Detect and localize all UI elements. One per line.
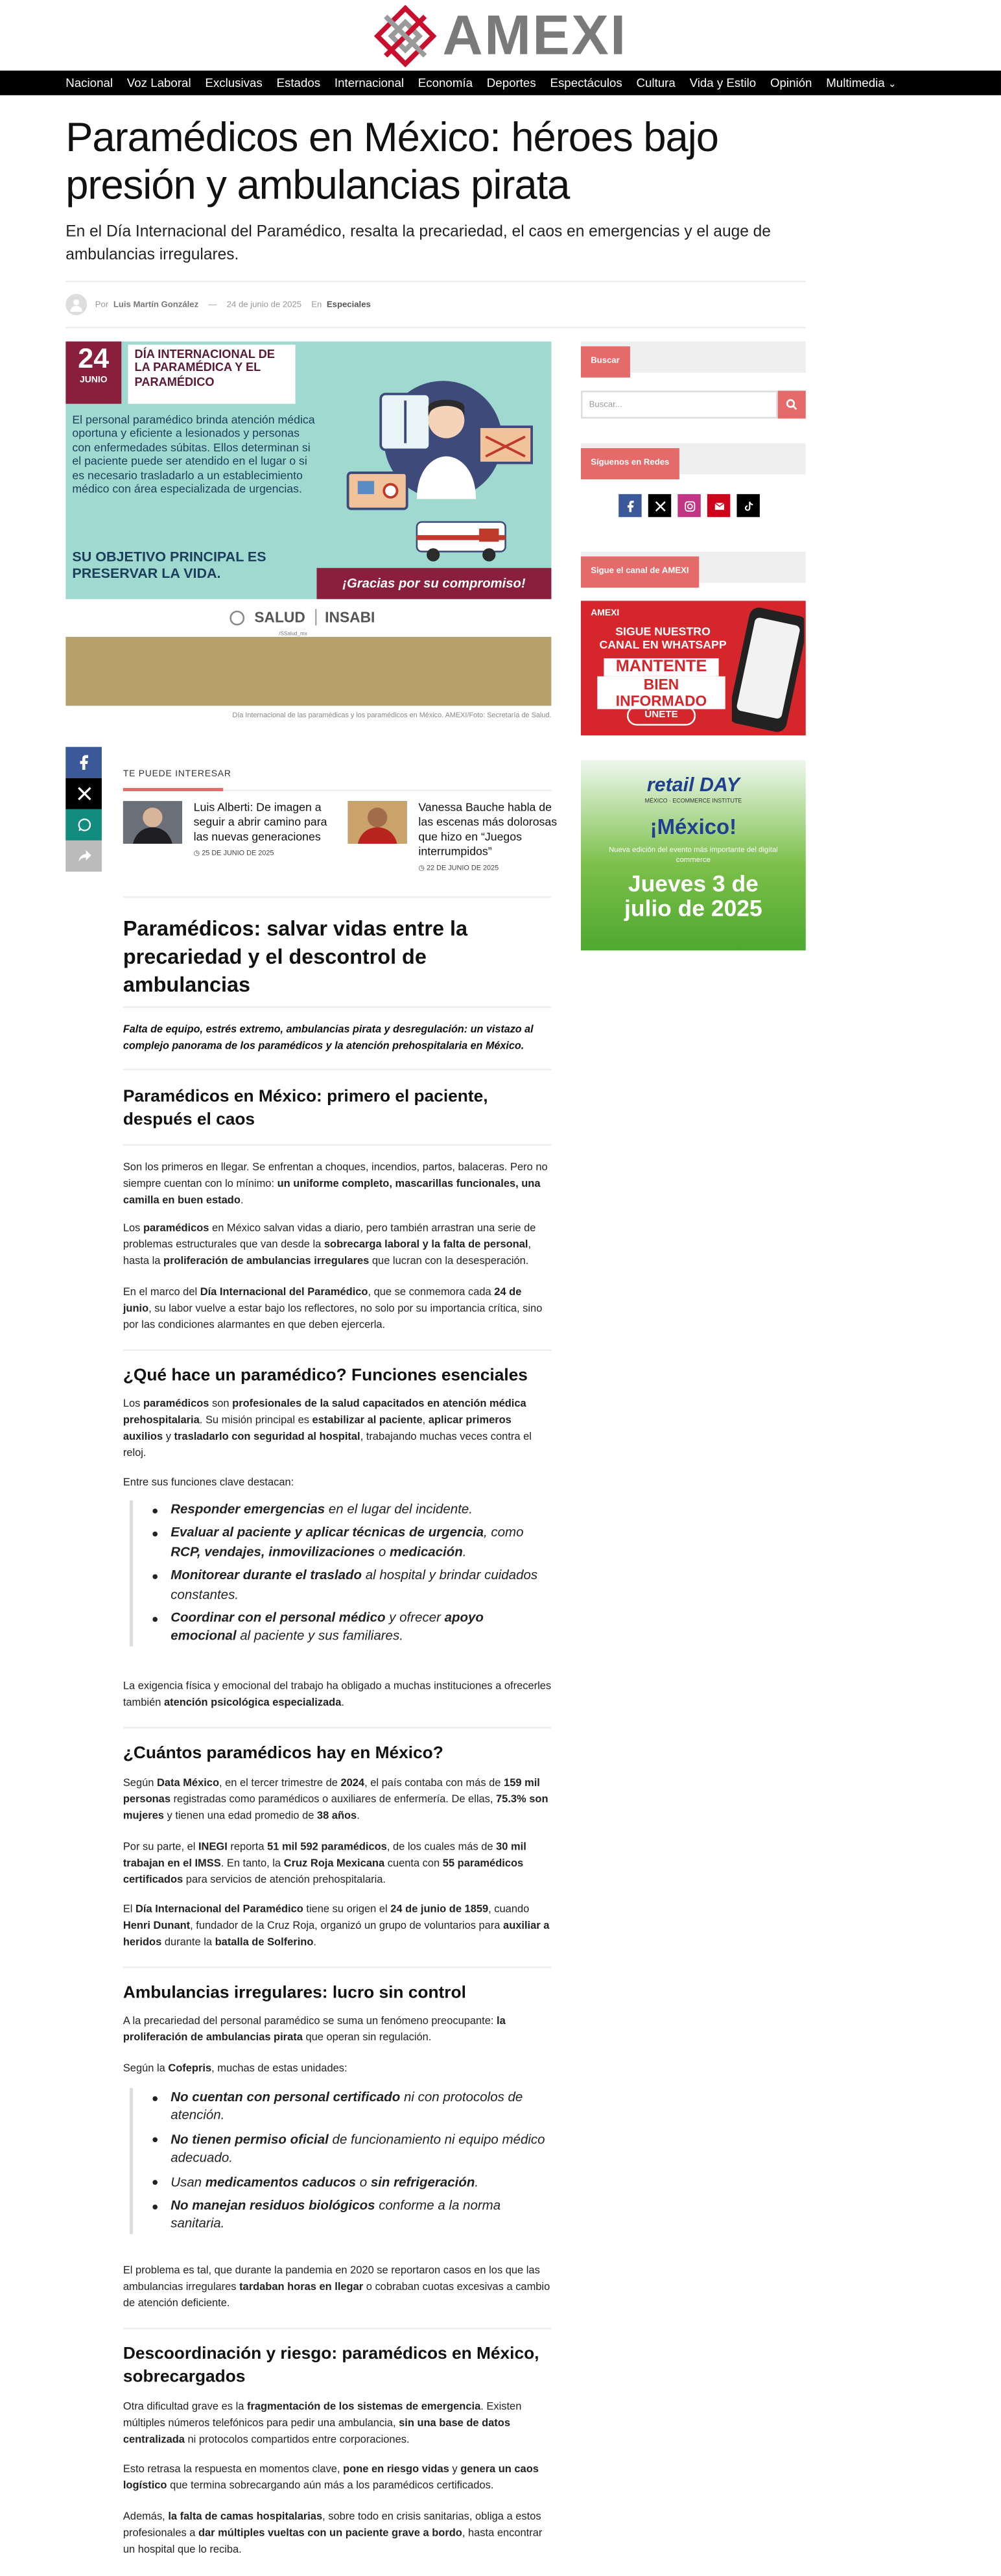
irregular-units-list (130, 2088, 551, 2234)
paragraph: Los paramédicos son profesionales de la salud capacitados en atención médica prehospitalaria. Su misión principal es estabilizar al paciente, aplicar primeros auxilios y trasladarlo con seguridad al hospital, trabajando muchas veces contra el reloj. (123, 1398, 532, 1459)
divider (123, 1069, 552, 1071)
x-link[interactable] (648, 494, 671, 517)
section-heading: Paramédicos en México: primero el paciente, después el caos (123, 1088, 488, 1130)
paragraph: Los paramédicos en México salvan vidas a diario, pero también arrastran una serie de problemas estructurales que van desde la sobrecarga laboral y la falta de personal, hasta la proliferación de ambulancias irregulares que lucran con la desesperación. (123, 1222, 536, 1267)
logo-text: AMEXI (442, 4, 628, 67)
phone-icon (732, 608, 804, 732)
facebook-link[interactable] (618, 494, 641, 517)
whatsapp-channel-ad[interactable] (581, 601, 806, 735)
nav-item-nacional[interactable]: Nacional (65, 75, 113, 91)
related-title: Luis Alberti: De imagen a seguir a abrir camino para las nuevas generaciones (193, 802, 327, 844)
search-input[interactable]: Buscar... (581, 390, 778, 418)
divider (65, 281, 806, 283)
related-title: Vanessa Bauche habla de las escenas más dolorosas que hizo en “Juegos interrumpidos” (418, 802, 558, 859)
social-widget-title: Síguenos en Redes (581, 448, 679, 479)
hero-goal-text: SU OBJETIVO PRINCIPAL ES PRESERVAR LA VIDA. (72, 548, 266, 580)
site-header (0, 0, 1001, 71)
instagram-link[interactable] (677, 494, 700, 517)
related-item[interactable] (123, 801, 338, 859)
hero-image-bar (65, 637, 551, 706)
nav-item-espectaculos[interactable]: Espectáculos (550, 75, 622, 91)
date-month: JUNIO (79, 376, 108, 386)
list-item: No manejan residuos biológicos conforme a la norma sanitaria. (149, 2197, 551, 2234)
facebook-icon (77, 755, 91, 770)
related-thumbnail (348, 801, 407, 844)
ad-description: Nueva edición del evento más importante del digital commerce (608, 845, 778, 863)
paragraph: Esto retrasa la respuesta en momentos clave, pone en riesgo vidas y genera un caos logístico que termina sobrecargando aún más a los paramédicos certificados. (123, 2464, 539, 2492)
whatsapp-icon (77, 817, 91, 832)
nav-item-exclusivas[interactable]: Exclusivas (205, 75, 263, 91)
related-date-text: 22 DE JUNIO DE 2025 (426, 863, 499, 872)
chevron-down-icon: ⌄ (888, 80, 897, 91)
ad-brand: AMEXI (591, 609, 620, 619)
functions-list (130, 1500, 551, 1646)
section-heading: ¿Cuántos paramédicos hay en México? (123, 1745, 443, 1763)
ad-tag: MÉXICO · ECOMMERCE INSTITUTE (644, 798, 742, 805)
related-heading-underline (123, 788, 223, 791)
nav-item-voz-laboral[interactable]: Voz Laboral (126, 75, 191, 91)
paragraph: Según la Cofepris, muchas de estas unidades: (123, 2063, 347, 2075)
divider (123, 1966, 552, 1968)
list-item: No tienen permiso oficial de funcionamiento ni equipo médico adecuado. (149, 2130, 551, 2168)
main-nav (0, 71, 1001, 95)
mexico-seal-icon (230, 610, 244, 625)
paragraph: Son los primeros en llegar. Se enfrentan a choques, incendios, partos, balaceras. Pero no siempre cuentan con lo mínimo: un uniforme completo, mascarillas funcionales, una camilla en buen estado. (123, 1162, 548, 1206)
email-link[interactable] (707, 494, 730, 517)
divider (123, 1007, 552, 1008)
divider (123, 2328, 552, 2330)
nav-item-estados[interactable]: Estados (276, 75, 321, 91)
related-heading: TE PUEDE INTERESAR (123, 770, 231, 780)
list-item: Coordinar con el personal médico y ofrecer apoyo emocional al paciente y sus familiares. (149, 1609, 551, 1647)
paragraph: Además, la falta de camas hospitalarias, sobre todo en crisis sanitarias, obliga a estos profesionales a dar múltiples vueltas con un paciente grave a bordo, hasta encontrar un hospital que lo reciba. (123, 2511, 543, 2556)
nav-item-economia[interactable]: Economía (418, 75, 473, 91)
paragraph: Otra dificultad grave es la fragmentación de los sistemas de emergencia. Existen múltiples números telefónicos para pedir una ambulancia, sin una base de datos centralizada ni protocolos compartidos entre corporaciones. (123, 2401, 522, 2446)
share-more-button[interactable] (65, 841, 102, 872)
ad-date1: Jueves 3 de (628, 870, 759, 896)
related-date (418, 863, 563, 873)
share-arrow-icon (77, 849, 91, 864)
hero-logo-salud: SALUD (254, 609, 305, 626)
person-photo-icon (123, 801, 182, 844)
nav-item-multimedia-label: Multimedia (826, 75, 885, 91)
article-title: Paramédicos en México: héroes bajo presión y ambulancias pirata (65, 115, 718, 209)
related-date (194, 849, 338, 859)
date-day: 24 (78, 342, 110, 375)
date-badge (65, 341, 121, 403)
category-link[interactable]: Especiales (326, 299, 371, 310)
paragraph: En el marco del Día Internacional del Paramédico, que se conmemora cada 24 de junio, su labor vuelve a estar bajo los reflectores, no solo por su importancia crítica, sino por las condiciones alarmantes en que deben ejercerla. (123, 1287, 543, 1331)
hero-thanks-text: ¡Gracias por su compromiso! (317, 568, 552, 599)
ad-line1: SIGUE NUESTRO (615, 626, 711, 639)
paragraph: A la precariedad del personal paramédico se suma un fenómeno preocupante: la proliferación de ambulancias pirata que operan sin regulación. (123, 2016, 506, 2044)
search-widget-title: Buscar (581, 346, 630, 377)
related-item[interactable] (348, 801, 563, 873)
search-widget-header (581, 341, 806, 372)
facebook-icon (624, 500, 636, 512)
search-form (581, 390, 806, 418)
ad-line2: CANAL EN WHATSAPP (599, 640, 727, 652)
site-logo[interactable] (373, 4, 628, 66)
x-icon (77, 786, 91, 801)
instagram-icon (683, 500, 695, 512)
publish-date: 24 de junio de 2025 (226, 299, 302, 310)
paragraph: Entre sus funciones clave destacan: (123, 1477, 294, 1489)
section-heading: Descoordinación y riesgo: paramédicos en México, sobrecargados (123, 2345, 539, 2387)
article-lead: Falta de equipo, estrés extremo, ambulancias pirata y desregulación: un vistazo al complejo panorama de los paramédicos y la atención prehospitalaria en México. (123, 1024, 534, 1053)
hero-social-handle: /SSalud_mx (279, 630, 307, 638)
nav-item-multimedia[interactable] (826, 75, 896, 90)
article-meta (65, 294, 371, 315)
author-link[interactable]: Luis Martín González (113, 299, 199, 310)
author-avatar (65, 294, 87, 315)
divider (123, 1350, 552, 1352)
ad-country: ¡México! (650, 814, 737, 839)
paragraph: El problema es tal, que durante la pandemia en 2020 se reportaron casos en los que las ambulancias irregulares tardaban horas en llegar o cobraban cuotas excesivas a cambio de atención deficiente. (123, 2265, 550, 2309)
section-heading: ¿Qué hace un paramédico? Funciones esenciales (123, 1367, 528, 1386)
list-item: No cuentan con personal certificado ni con protocolos de atención. (149, 2088, 551, 2126)
envelope-icon (713, 500, 725, 512)
social-widget-header (581, 443, 806, 474)
divider (123, 1727, 552, 1729)
nav-item-deportes[interactable]: Deportes (486, 75, 536, 91)
nav-item-cultura[interactable]: Cultura (636, 75, 676, 91)
paramedic-illustration-icon (315, 371, 545, 565)
article-heading: Paramédicos: salvar vidas entre la precariedad y el descontrol de ambulancias (123, 916, 467, 997)
ad-line3: MANTENTE (604, 658, 718, 676)
share-whatsapp-button[interactable] (65, 809, 102, 841)
hero-logo-insabi: INSABI (315, 609, 375, 625)
divider (123, 896, 552, 898)
user-icon (69, 297, 84, 312)
channel-widget-header (581, 551, 806, 582)
ad-line4: BIEN INFORMADO (597, 676, 725, 710)
search-icon (786, 399, 797, 411)
ad-date2: julio de 2025 (624, 894, 762, 921)
share-facebook-button[interactable] (65, 747, 102, 778)
search-button[interactable] (778, 390, 806, 418)
paragraph: Según Data México, en el tercer trimestre de 2024, el país contaba con más de 159 mil personas registradas como paramédicos o auxiliares de enfermería. De ellas, 75.3% son mujeres y tienen una edad promedio de 38 años. (123, 1778, 548, 1822)
x-icon (654, 500, 666, 512)
divider (65, 327, 806, 329)
clock-icon: ◷ (418, 863, 425, 872)
person-photo-icon (348, 801, 407, 844)
nav-item-opinion[interactable]: Opinión (770, 75, 812, 91)
amexi-logo-icon (373, 4, 436, 66)
nav-item-internacional[interactable]: Internacional (334, 75, 405, 91)
related-thumbnail (123, 801, 182, 844)
image-caption: Día Internacional de las paramédicas y los paramédicos en México. AMEXI/Foto: Secretaría de Salud. (232, 710, 552, 719)
related-date-text: 25 DE JUNIO DE 2025 (202, 848, 274, 857)
meta-dash: — (208, 299, 217, 310)
hero-body-text: El personal paramédico brinda atención médica oportuna y eficiente a lesionados y personas con enfermedades súbitas. Ellos determinan si el paciente puede ser atendido en el lugar o si es necesario trasladarlo a un establecimiento médico con área especializada de urgencias. (72, 415, 315, 496)
ad-cta: ÚNETE (627, 706, 696, 725)
nav-item-vida-y-estilo[interactable]: Vida y Estilo (689, 75, 757, 91)
divider (123, 1144, 552, 1146)
paragraph: La exigencia física y emocional del trabajo ha obligado a muchas instituciones a ofrecerles también atención psicológica especializada. (123, 1680, 552, 1709)
article-subtitle: En el Día Internacional del Paramédico, resalta la precariedad, el caos en emergencias y el auge de ambulancias irregulares. (65, 223, 771, 265)
tiktok-icon (742, 500, 754, 512)
hero-logos (230, 609, 375, 625)
list-item: Usan medicamentos caducos o sin refrigeración. (149, 2173, 551, 2191)
meta-in: En (311, 299, 322, 310)
list-item: Responder emergencias en el lugar del incidente. (149, 1500, 551, 1519)
meta-by: Por (95, 299, 109, 310)
ad-brand: retail DAY (646, 773, 740, 796)
hero-image (65, 341, 551, 706)
list-item: Monitorear durante el traslado al hospital y brindar cuidados constantes. (149, 1566, 551, 1604)
list-item: Evaluar al paciente y aplicar técnicas de urgencia, como RCP, vendajes, inmovilizaciones o medicación. (149, 1524, 551, 1562)
clock-icon: ◷ (193, 848, 200, 857)
hero-banner-text: DÍA INTERNACIONAL DE LA PARAMÉDICA Y EL PARAMÉDICO (128, 345, 295, 404)
channel-widget-title: Sigue el canal de AMEXI (581, 556, 699, 588)
section-heading: Ambulancias irregulares: lucro sin control (123, 1985, 466, 2003)
retail-day-ad[interactable] (581, 760, 806, 951)
share-x-button[interactable] (65, 778, 102, 809)
social-links (618, 494, 760, 517)
tiktok-link[interactable] (736, 494, 759, 517)
paragraph: Por su parte, el INEGI reporta 51 mil 592 paramédicos, de los cuales más de 30 mil trabajan en el IMSS. En tanto, la Cruz Roja Mexicana cuenta con 55 paramédicos certificados para servicios de atención prehospitalaria. (123, 1841, 526, 1886)
paragraph: El Día Internacional del Paramédico tiene su origen el 24 de junio de 1859, cuando Henri Dunant, fundador de la Cruz Roja, organizó un grupo de voluntarios para auxiliar a heridos durante la batalla de Solferino. (123, 1904, 550, 1948)
